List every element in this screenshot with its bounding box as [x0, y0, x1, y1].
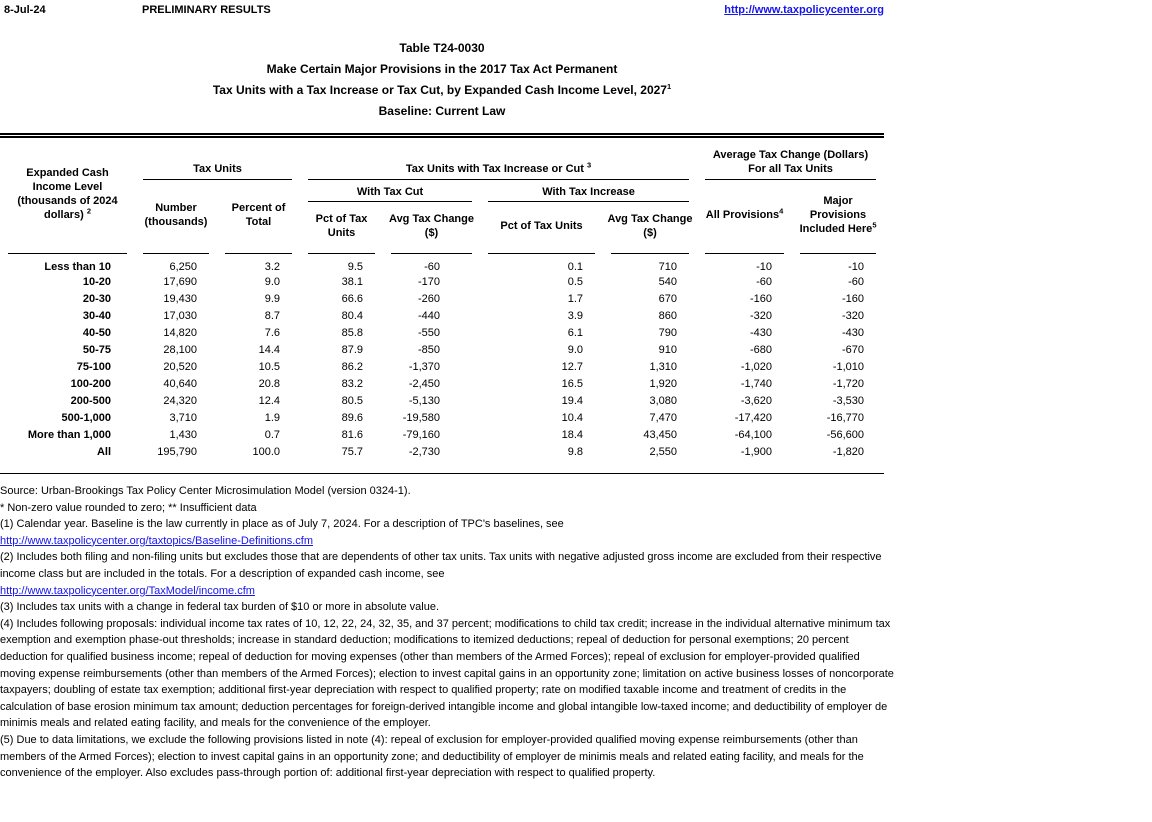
date-label: 8-Jul-24	[4, 4, 46, 16]
cell-value: 9.0	[264, 275, 281, 288]
cell-value: 19,430	[163, 292, 197, 305]
preliminary-results-label: PRELIMINARY RESULTS	[142, 4, 271, 16]
footnote-ref-5: 5	[872, 220, 877, 230]
cell-value: -10	[756, 261, 773, 273]
col-header-percent-of-total: Percent of Total	[217, 180, 300, 254]
cell-value: 790	[658, 326, 678, 339]
cell-value: 80.5	[341, 394, 364, 407]
cell-value: 9.5	[347, 261, 364, 273]
footnote-text: * Non-zero value rounded to zero; ** Insufficient data	[0, 501, 257, 514]
cell-value: -2,450	[408, 377, 441, 390]
row-label: 10-20	[82, 275, 111, 288]
footnote-ref-2: 2	[86, 205, 91, 215]
cell-value: 710	[658, 261, 678, 273]
cell-value: -19,580	[402, 411, 441, 424]
group-header-with-tax-increase: With Tax Increase	[480, 180, 697, 202]
taxpolicycenter-link[interactable]: http://www.taxpolicycenter.org	[724, 4, 884, 16]
group-header-with-tax-cut: With Tax Cut	[300, 180, 480, 202]
row-header-expanded-cash-income: Expanded Cash Income Level (thousands of 2024 dollars) $^2$	[0, 138, 135, 254]
group-header-average-tax-change: Average Tax Change (Dollars) For all Tax Units	[697, 138, 884, 180]
cell-value: 10.4	[561, 411, 584, 424]
cell-value: -3,530	[832, 394, 865, 407]
cell-value: -56,600	[826, 428, 865, 441]
cell-value: -1,020	[740, 360, 773, 373]
cell-value: 28,100	[163, 343, 197, 356]
cell-value: 670	[658, 292, 678, 305]
col-header-avg-tax-change-increase: Avg Tax Change ($)	[603, 202, 697, 254]
cell-value: 7,470	[649, 411, 678, 424]
cell-value: -10	[848, 261, 865, 273]
title-block	[0, 38, 884, 122]
footnote-ref-1: 1	[666, 82, 672, 91]
cell-value: 16.5	[561, 377, 584, 390]
cell-value: 10.5	[258, 360, 281, 373]
cell-value: 910	[658, 343, 678, 356]
cell-value: -79,160	[402, 428, 441, 441]
cell-value: 80.4	[341, 309, 364, 322]
cell-value: 85.8	[341, 326, 364, 339]
cell-value: 1,430	[169, 428, 197, 441]
table-row	[0, 341, 884, 358]
cell-value: -430	[842, 326, 865, 339]
row-label: 100-200	[70, 377, 111, 390]
footnote-text: (3) Includes tax units with a change in federal tax burden of $10 or more in absolute value.	[0, 601, 440, 614]
row-label: Less than 10	[44, 261, 111, 273]
cell-value: 40,640	[163, 377, 197, 390]
cell-value: 0.1	[567, 261, 584, 273]
row-label: 20-30	[82, 292, 111, 305]
cell-value: -1,740	[740, 377, 773, 390]
cell-value: 20.8	[258, 377, 281, 390]
cell-value: 540	[658, 275, 678, 288]
footnote-link[interactable]: http://www.taxpolicycenter.org/TaxModel/income.cfm	[0, 584, 255, 597]
table-row	[0, 290, 884, 307]
cell-value: 3,080	[649, 394, 678, 407]
cell-value: 6.1	[567, 326, 584, 339]
row-label: More than 1,000	[27, 428, 111, 441]
footnote-ref-3: 3	[587, 160, 592, 170]
cell-value: 0.5	[567, 275, 584, 288]
col-header-pct-tax-units-cut: Pct of Tax Units	[300, 202, 383, 254]
cell-value: 66.6	[341, 292, 364, 305]
cell-value: 12.4	[258, 394, 281, 407]
table-body	[0, 254, 884, 460]
cell-value: 7.6	[264, 326, 281, 339]
table-row	[0, 375, 884, 392]
cell-value: 14.4	[258, 343, 281, 356]
cell-value: 75.7	[341, 445, 364, 458]
cell-value: -60	[756, 275, 773, 288]
table-row	[0, 324, 884, 341]
cell-value: -1,010	[832, 360, 865, 373]
table-row	[0, 254, 884, 273]
table-row	[0, 409, 884, 426]
cell-value: -550	[417, 326, 441, 339]
table-row	[0, 392, 884, 409]
cell-value: 83.2	[341, 377, 364, 390]
cell-value: 12.7	[561, 360, 584, 373]
cell-value: -170	[417, 275, 441, 288]
cell-value: 195,790	[157, 445, 197, 458]
cell-value: -2,730	[408, 445, 441, 458]
cell-value: 18.4	[561, 428, 584, 441]
table-number-title: Table T24-0030	[399, 41, 485, 55]
row-label: 200-500	[70, 394, 111, 407]
cell-value: 3,710	[169, 411, 197, 424]
footnote-text: (5) Due to data limitations, we exclude the following provisions listed in note (4): repeal of exclusion for employer-provided qualified moving expense reimbursements (other than members of the Armed Forces); election to invest capital gains in an opportunity zone; and deductibility of employer de minimis meals and related eating facility, and meals for the convenience of the employer. Also excludes pass-through portion of: additional first-year depreciation with respect to qualified property.	[0, 733, 864, 780]
row-label: All	[96, 445, 111, 458]
cell-value: 860	[658, 309, 678, 322]
col-header-number: Number (thousands)	[135, 180, 217, 254]
cell-value: 14,820	[163, 326, 197, 339]
row-label: 50-75	[82, 343, 111, 356]
footnote-text: (2) Includes both filing and non-filing units but excludes those that are dependents of other tax units. Tax units with negative adjusted gross income are excluded from their respective income class but are included in the totals. For a description of expanded cash income, see	[0, 551, 882, 580]
cell-value: 1,920	[649, 377, 678, 390]
cell-value: 2,550	[649, 445, 678, 458]
cell-value: 8.7	[264, 309, 281, 322]
cell-value: -17,420	[734, 411, 773, 424]
cell-value: -320	[842, 309, 865, 322]
cell-value: 17,030	[163, 309, 197, 322]
top-bar	[0, 4, 884, 22]
cell-value: 100.0	[252, 445, 281, 458]
col-header-avg-tax-change-cut: Avg Tax Change ($)	[383, 202, 480, 254]
row-label: 30-40	[82, 309, 111, 322]
group-header-increase-or-cut: Tax Units with Tax Increase or Cut $^3$	[300, 138, 697, 180]
cell-value: -320	[750, 309, 773, 322]
cell-value: -670	[842, 343, 865, 356]
group-header-tax-units: Tax Units	[135, 138, 300, 180]
cell-value: 9.8	[567, 445, 584, 458]
cell-value: 38.1	[341, 275, 364, 288]
cell-value: -16,770	[826, 411, 865, 424]
cell-value: -430	[750, 326, 773, 339]
cell-value: -1,370	[408, 360, 441, 373]
cell-value: -160	[842, 292, 865, 305]
cell-value: 3.2	[264, 261, 281, 273]
table-row	[0, 443, 884, 460]
table-row	[0, 307, 884, 324]
baseline-label: Baseline: Current Law	[378, 104, 506, 118]
cell-value: 81.6	[341, 428, 364, 441]
cell-value: 87.9	[341, 343, 364, 356]
row-label: 500-1,000	[61, 411, 111, 424]
cell-value: -5,130	[408, 394, 441, 407]
cell-value: 43,450	[643, 428, 678, 441]
cell-value: 1.7	[567, 292, 584, 305]
table-subtitle: Make Certain Major Provisions in the 2017 Tax Act Permanent	[266, 62, 618, 76]
table-row	[0, 426, 884, 443]
cell-value: 17,690	[163, 275, 197, 288]
cell-value: -1,900	[740, 445, 773, 458]
cell-value: -3,620	[740, 394, 773, 407]
cell-value: -680	[750, 343, 773, 356]
cell-value: 1,310	[649, 360, 678, 373]
cell-value: 3.9	[567, 309, 584, 322]
col-header-pct-tax-units-increase: Pct of Tax Units	[480, 202, 603, 254]
footnotes	[0, 483, 896, 782]
cell-value: 9.9	[264, 292, 281, 305]
cell-value: 9.0	[567, 343, 584, 356]
row-label: 40-50	[82, 326, 111, 339]
col-header-all-provisions: All Provisions$^4$	[697, 180, 792, 254]
cell-value: 86.2	[341, 360, 364, 373]
data-table-wrapper	[0, 133, 884, 474]
cell-value: -60	[424, 261, 441, 273]
footnote-text: (4) Includes following proposals: individual income tax rates of 10, 12, 22, 24, 32, 35, and 37 percent; modifications to child tax credit; increase in the individual alternative minimum tax exemption and exemption phase-out thresholds; increase in standard deduction; modifications to itemized deductions; repeal of deduction for personal exemptions; 20 percent deduction for qualified business income; repeal of deduction for moving expenses (other than members of the Armed Forces); repeal of exclusion for employer-provided qualified moving expense reimbursements (other than members of the Armed Forces); election to invest capital gains in an opportunity zone; limitation on active business losses of noncorporate taxpayers; doubling of estate tax exemption; additional first-year depreciation with respect to qualified property; rate on modified taxable income and treatment of credits in the calculation of base erosion minimum tax amount; deduction percentages for foreign-derived intangible income and global intangible low-taxed income; and deductibility of employer de minimis meals and related eating facility, and meals for the convenience of the employer.	[0, 617, 894, 730]
cell-value: -1,820	[832, 445, 865, 458]
cell-value: 89.6	[341, 411, 364, 424]
cell-value: -1,720	[832, 377, 865, 390]
cell-value: -260	[417, 292, 441, 305]
cell-value: 20,520	[163, 360, 197, 373]
footnote-text: (1) Calendar year. Baseline is the law currently in place as of July 7, 2024. For a description of TPC's baselines, see	[0, 518, 564, 531]
cell-value: 0.7	[264, 428, 281, 441]
table-row	[0, 358, 884, 375]
data-table	[0, 138, 884, 460]
col-header-major-provisions: Major Provisions Included Here$^5$	[792, 180, 884, 254]
cell-value: -160	[750, 292, 773, 305]
cell-value: -440	[417, 309, 441, 322]
table-row	[0, 273, 884, 290]
cell-value: -60	[848, 275, 865, 288]
cell-value: 6,250	[169, 261, 197, 273]
footnote-ref-4: 4	[779, 206, 784, 216]
cell-value: -64,100	[734, 428, 773, 441]
cell-value: -850	[417, 343, 441, 356]
footnote-text: Source: Urban-Brookings Tax Policy Center Microsimulation Model (version 0324-1).	[0, 485, 411, 497]
cell-value: 19.4	[561, 394, 584, 407]
table-description: Tax Units with a Tax Increase or Tax Cut, by Expanded Cash Income Level, 2027$^1$	[212, 82, 672, 97]
footnote-link[interactable]: http://www.taxpolicycenter.org/taxtopics/Baseline-Definitions.cfm	[0, 534, 314, 547]
cell-value: 1.9	[264, 411, 281, 424]
cell-value: 24,320	[163, 394, 197, 407]
row-label: 75-100	[76, 360, 111, 373]
